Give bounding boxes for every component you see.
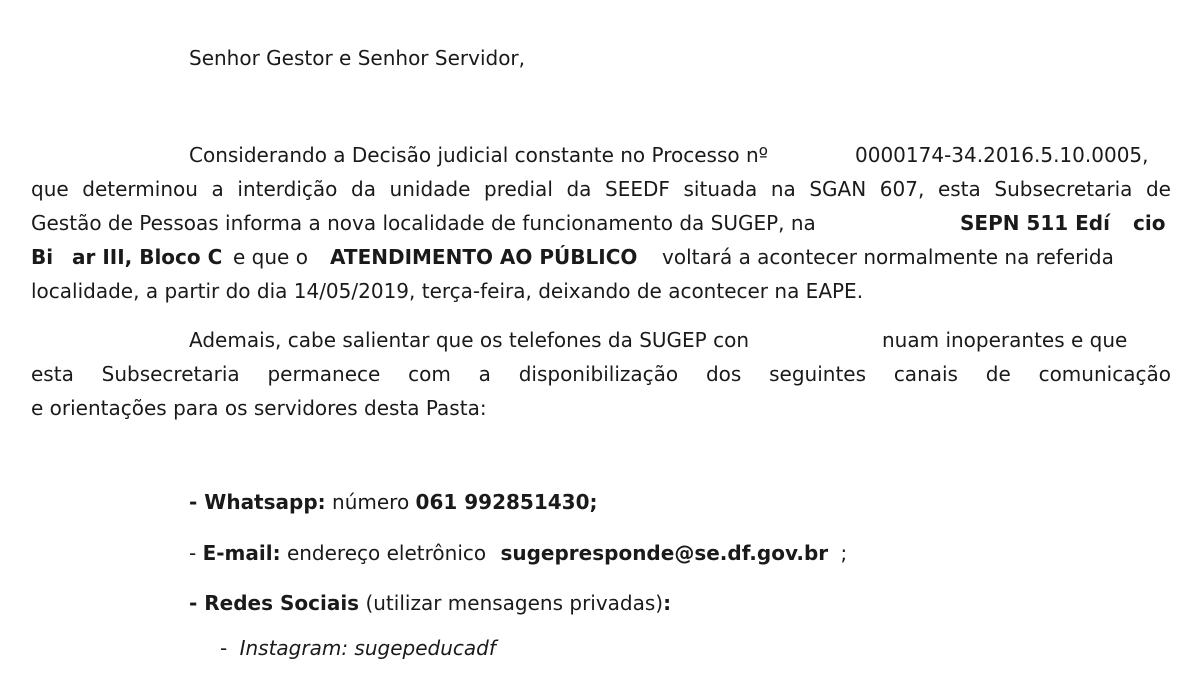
paragraph2-line2 xyxy=(31,360,1171,388)
address-part-d: ar III, Bloco C xyxy=(72,245,223,269)
public-service-emphasis: ATENDIMENTO AO PÚBLICO xyxy=(330,245,638,269)
whatsapp-text: número xyxy=(332,490,410,514)
process-number: 0000174-34.2016.5.10.0005, xyxy=(855,143,1149,167)
instagram-dash: - xyxy=(220,636,228,660)
word: seguintes xyxy=(769,362,867,386)
word: canais xyxy=(893,362,958,386)
email-text: endereço eletrônico xyxy=(286,541,487,565)
address-part-b: cio xyxy=(1133,211,1166,235)
word: comunicação xyxy=(1038,362,1171,386)
paragraph2-line1-a: Ademais, cabe salientar que os telefones da SUGEP con xyxy=(189,328,750,352)
email-item xyxy=(189,539,847,567)
paragraph1-line4-mid: e que o xyxy=(233,245,308,269)
paragraph2-line1-b: nuam inoperantes e que xyxy=(882,328,1128,352)
word: a xyxy=(478,362,491,386)
paragraph1-line1-text: Considerando a Decisão judicial constante no Processo nº xyxy=(189,143,769,167)
social-item xyxy=(189,589,671,617)
social-colon: : xyxy=(663,591,672,615)
paragraph1-line4-end: voltará a acontecer normalmente na referida xyxy=(662,245,1114,269)
instagram-handle[interactable]: Instagram: sugepeducadf xyxy=(239,636,496,660)
whatsapp-item xyxy=(189,488,598,516)
paragraph1-line5: localidade, a partir do dia 14/05/2019, terça-feira, deixando de acontecer na EAPE. xyxy=(31,279,864,303)
whatsapp-label: - Whatsapp: xyxy=(189,490,326,514)
social-label: - Redes Sociais xyxy=(189,591,360,615)
word: permanece xyxy=(267,362,381,386)
whatsapp-number: 061 992851430; xyxy=(415,490,598,514)
email-end: ; xyxy=(840,541,848,565)
address-part-c: Bi xyxy=(31,245,54,269)
word: disponibilização xyxy=(518,362,679,386)
paragraph1-line2: que determinou a interdição da unidade predial da SEEDF situada na SGAN 607, esta Subsecretaria de xyxy=(31,177,1171,201)
word: com xyxy=(408,362,451,386)
paragraph2-line3: e orientações para os servidores desta Pasta: xyxy=(31,396,487,420)
word: Subsecretaria xyxy=(101,362,240,386)
address-part-a: SEPN 511 Edí xyxy=(960,211,1110,235)
email-dash: - xyxy=(189,541,197,565)
social-text: (utilizar mensagens privadas) xyxy=(365,591,664,615)
word: esta xyxy=(31,362,74,386)
email-address[interactable]: sugepresponde@se.df.gov.br xyxy=(500,541,829,565)
word: de xyxy=(985,362,1011,386)
word: dos xyxy=(705,362,742,386)
paragraph1-line3-text: Gestão de Pessoas informa a nova localidade de funcionamento da SUGEP, na xyxy=(31,211,816,235)
email-label: E-mail: xyxy=(202,541,281,565)
greeting: Senhor Gestor e Senhor Servidor, xyxy=(189,46,526,70)
instagram-item xyxy=(220,634,496,662)
